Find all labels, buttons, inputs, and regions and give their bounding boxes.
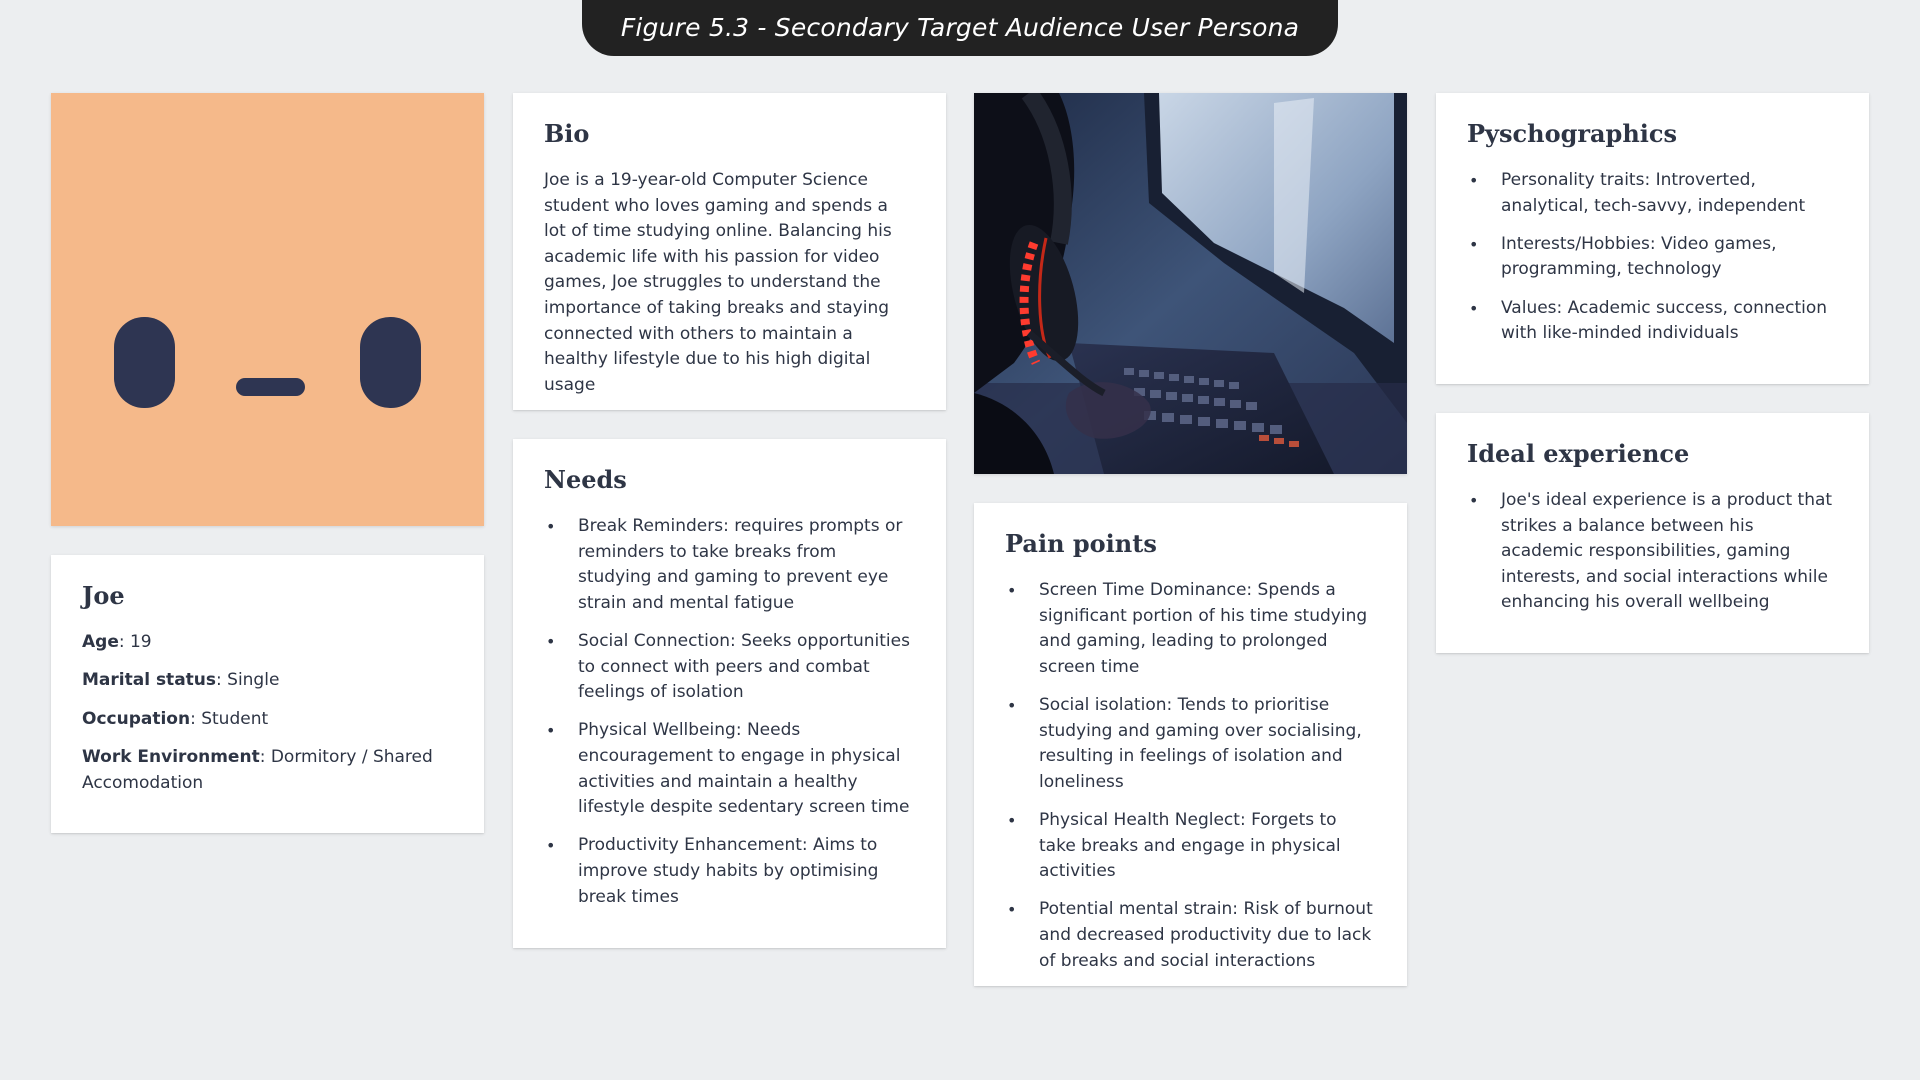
list-item: • Values: Academic success, connection with like-minded individuals [1467, 296, 1838, 347]
list-item: • Social isolation: Tends to prioritise studying and gaming over socialising, resulting in feelings of isolation and loneliness [1005, 693, 1376, 795]
persona-avatar [51, 93, 484, 526]
bio-card [513, 93, 946, 410]
fact-value: : Student [190, 708, 269, 729]
ideal-experience-card [1436, 413, 1869, 653]
psychographics-heading: Pyschographics [1467, 119, 1678, 148]
psychographics-card [1436, 93, 1869, 384]
fact-value: : Single [216, 670, 280, 691]
pain-points-heading: Pain points [1005, 529, 1157, 558]
list-item: • Break Reminders: requires prompts or reminders to take breaks from studying and gaming to prevent eye strain and mental fatigue [544, 514, 915, 616]
avatar-left-eye [114, 317, 175, 408]
list-item: • Productivity Enhancement: Aims to improve study habits by optimising break times [544, 833, 915, 910]
pain-points-card [974, 503, 1407, 986]
persona-details-card [51, 555, 484, 833]
persona-name: Joe [82, 581, 125, 610]
ideal-experience-heading: Ideal experience [1467, 439, 1690, 468]
persona-fact-work-environment [82, 745, 453, 796]
figure-title: Figure 5.3 - Secondary Target Audience User Persona [582, 0, 1338, 56]
list-item: • Joe's ideal experience is a product that strikes a balance between his academic responsibilities, gaming interests, and social interactions while enhancing his overall wellbeing [1467, 488, 1838, 616]
list-item: • Interests/Hobbies: Video games, programming, technology [1467, 232, 1838, 283]
fact-label: Occupation [82, 708, 191, 729]
bio-heading: Bio [544, 119, 590, 148]
list-item: • Physical Health Neglect: Forgets to take breaks and engage in physical activities [1005, 808, 1376, 885]
persona-fact-occupation [82, 707, 453, 733]
avatar-right-eye [360, 317, 421, 408]
fact-label: Age [82, 632, 119, 652]
list-item: • Social Connection: Seeks opportunities to connect with peers and combat feelings of isolation [544, 629, 915, 706]
psychographics-list [1467, 168, 1838, 347]
fact-value: : 19 [118, 632, 152, 652]
gamer-photo [974, 93, 1407, 474]
persona-fact-marital-status [82, 668, 453, 694]
list-item: • Potential mental strain: Risk of burnout and decreased productivity due to lack of breaks and social interactions [1005, 897, 1376, 974]
gamer-headset-keyboard-image [974, 93, 1407, 474]
needs-card [513, 439, 946, 948]
persona-fact-age [82, 630, 453, 656]
needs-heading: Needs [544, 465, 627, 494]
pain-points-list [1005, 578, 1376, 974]
list-item: • Screen Time Dominance: Spends a significant portion of his time studying and gaming, leading to prolonged screen time [1005, 578, 1376, 680]
fact-label: Work Environment [82, 747, 260, 768]
fact-value: : Dormitory / Shared Accomodation [82, 747, 433, 793]
needs-list [544, 514, 915, 910]
bio-text: Joe is a 19-year-old Computer Science student who loves gaming and spends a lot of time studying online. Balancing his academic life with his passion for video games, Joe struggles to understand the importance of taking breaks and staying connected with others to maintain a healthy lifestyle due to his high digital usage [544, 170, 892, 395]
avatar-mouth [236, 378, 305, 396]
list-item: • Personality traits: Introverted, analytical, tech-savvy, independent [1467, 168, 1838, 219]
fact-label: Marital status [82, 670, 217, 691]
list-item: • Physical Wellbeing: Needs encouragement to engage in physical activities and maintain a healthy lifestyle despite sedentary screen time [544, 718, 915, 820]
ideal-experience-list [1467, 488, 1838, 616]
